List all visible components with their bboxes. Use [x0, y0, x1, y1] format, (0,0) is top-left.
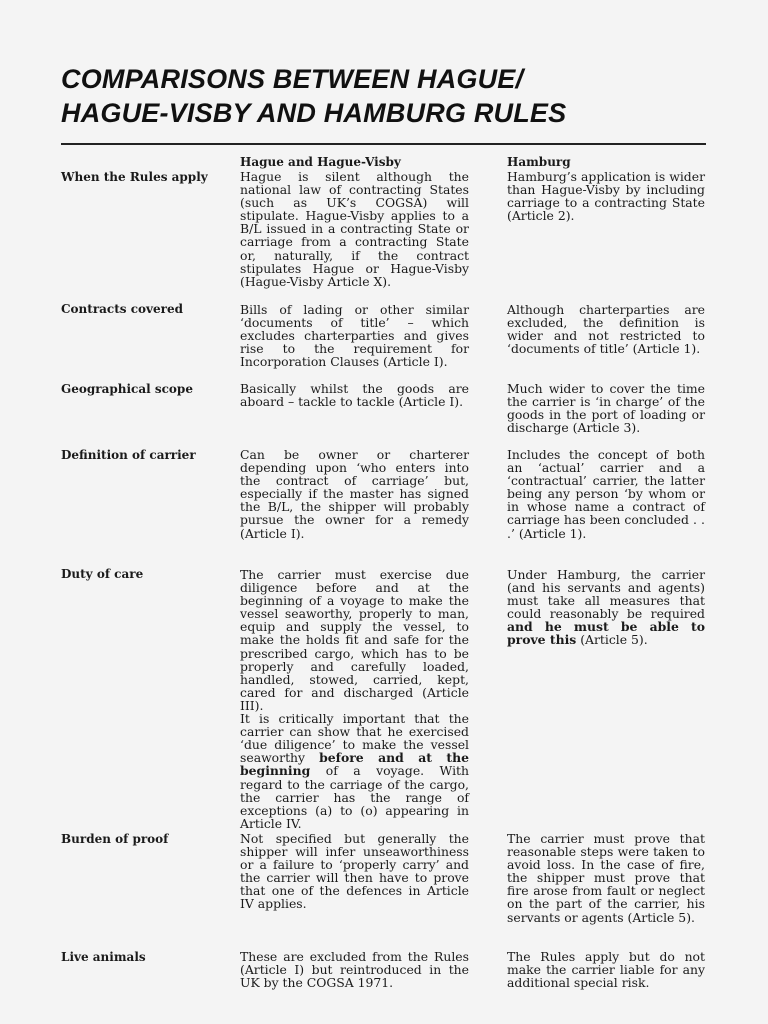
cell-hague-burden-of-proof: Not specified but generally the shipper will infer unseaworthiness or a failure to ‘properly carry’ and the carrier will then have to prove that one of the defences in Article IV applies. — [240, 831, 469, 912]
duty-of-care-paragraph-2 — [240, 712, 469, 830]
row-label-when-rules-apply: When the Rules apply — [61, 170, 208, 184]
cell-hamburg-when-rules-apply: Hamburg’s application is wider than Hague-Visby by including carriage to a contracting State (Article 2). — [507, 169, 705, 224]
cell-hague-geographical-scope: Basically whilst the goods are aboard – tackle to tackle (Article I). — [240, 381, 469, 410]
cell-hague-contracts-covered: Bills of lading or other similar ‘documents of title’ – which excludes charterparties and gives rise to the requirement for Incorporation Clauses (Article I). — [240, 302, 469, 370]
cell-hamburg-contracts-covered: Although charterparties are excluded, the definition is wider and not restricted to ‘documents of title’ (Article 1). — [507, 302, 705, 357]
title-divider — [61, 143, 706, 145]
row-label-geographical-scope: Geographical scope — [61, 382, 193, 396]
cell-hague-duty-of-care — [240, 568, 469, 830]
duty-text-b: of a voyage. With regard to the carriage of the cargo, the carrier has the range of exceptions (a) to (o) appearing in Article IV. — [240, 763, 469, 831]
cell-hamburg-geographical-scope: Much wider to cover the time the carrier is ‘in charge’ of the goods in the port of loading or discharge (Article 3). — [507, 381, 705, 436]
row-label-contracts-covered: Contracts covered — [61, 302, 183, 316]
cell-hamburg-duty-of-care — [507, 568, 705, 647]
cell-hamburg-definition-of-carrier: Includes the concept of both an ‘actual’ carrier and a ‘contractual’ carrier, the latter being any person ‘by whom or in whose name a contract of carriage has been concluded . . .’ (Article 1). — [507, 447, 705, 541]
hamburg-duty-text-a: Under Hamburg, the carrier (and his servants and agents) must take all measures that could reasonably be required — [507, 567, 705, 622]
cell-hague-when-rules-apply: Hague is silent although the national law of contracting States (such as UK’s COGSA) will stipulate. Hague-Visby applies to a B/L issued in a contracting State or carriage from a contracting State or, naturally, if the contract stipulates Hague or Hague-Visby (Hague-Visby Article X). — [240, 169, 469, 289]
row-label-definition-of-carrier: Definition of carrier — [61, 448, 196, 462]
page-title-line-1: COMPARISONS BETWEEN HAGUE/ — [61, 64, 524, 94]
column-header-hague: Hague and Hague-Visby — [240, 155, 401, 169]
row-label-live-animals: Live animals — [61, 950, 146, 964]
row-label-burden-of-proof: Burden of proof — [61, 832, 169, 846]
hamburg-duty-text-b: (Article 5). — [576, 632, 648, 648]
page-title-line-2: HAGUE-VISBY AND HAMBURG RULES — [61, 98, 567, 128]
duty-text-a: It is critically important that the carrier can show that he exercised ‘due diligence’ to make the vessel seaworthy — [240, 711, 469, 766]
cell-hague-definition-of-carrier: Can be owner or charterer depending upon ‘who enters into the contract of carriage’ but, especially if the master has signed the B/L, the shipper will probably pursue the owner for a remedy (Article I). — [240, 447, 469, 541]
row-label-duty-of-care: Duty of care — [61, 567, 144, 581]
cell-hamburg-live-animals: The Rules apply but do not make the carrier liable for any additional special risk. — [507, 949, 705, 991]
duty-text-bold: before and at the beginning — [240, 750, 470, 779]
duty-of-care-paragraph-1: The carrier must exercise due diligence before and at the beginning of a voyage to make the vessel seaworthy, properly to man, equip and supply the vessel, to make the holds fit and safe for the prescribed cargo, which has to be properly and carefully loaded, handled, stowed, carried, kept, cared for and discharged (Article III). — [240, 567, 469, 713]
page-title — [61, 62, 741, 130]
hamburg-duty-text-bold: and he must be able to prove this — [507, 619, 705, 648]
column-header-hamburg: Hamburg — [507, 155, 571, 169]
cell-hague-live-animals: These are excluded from the Rules (Article I) but reintroduced in the UK by the COGSA 1971. — [240, 949, 469, 991]
cell-hamburg-burden-of-proof: The carrier must prove that reasonable steps were taken to avoid loss. In the case of fire, the shipper must prove that fire arose from fault or neglect on the part of the carrier, his servants or agents (Article 5). — [507, 831, 705, 925]
